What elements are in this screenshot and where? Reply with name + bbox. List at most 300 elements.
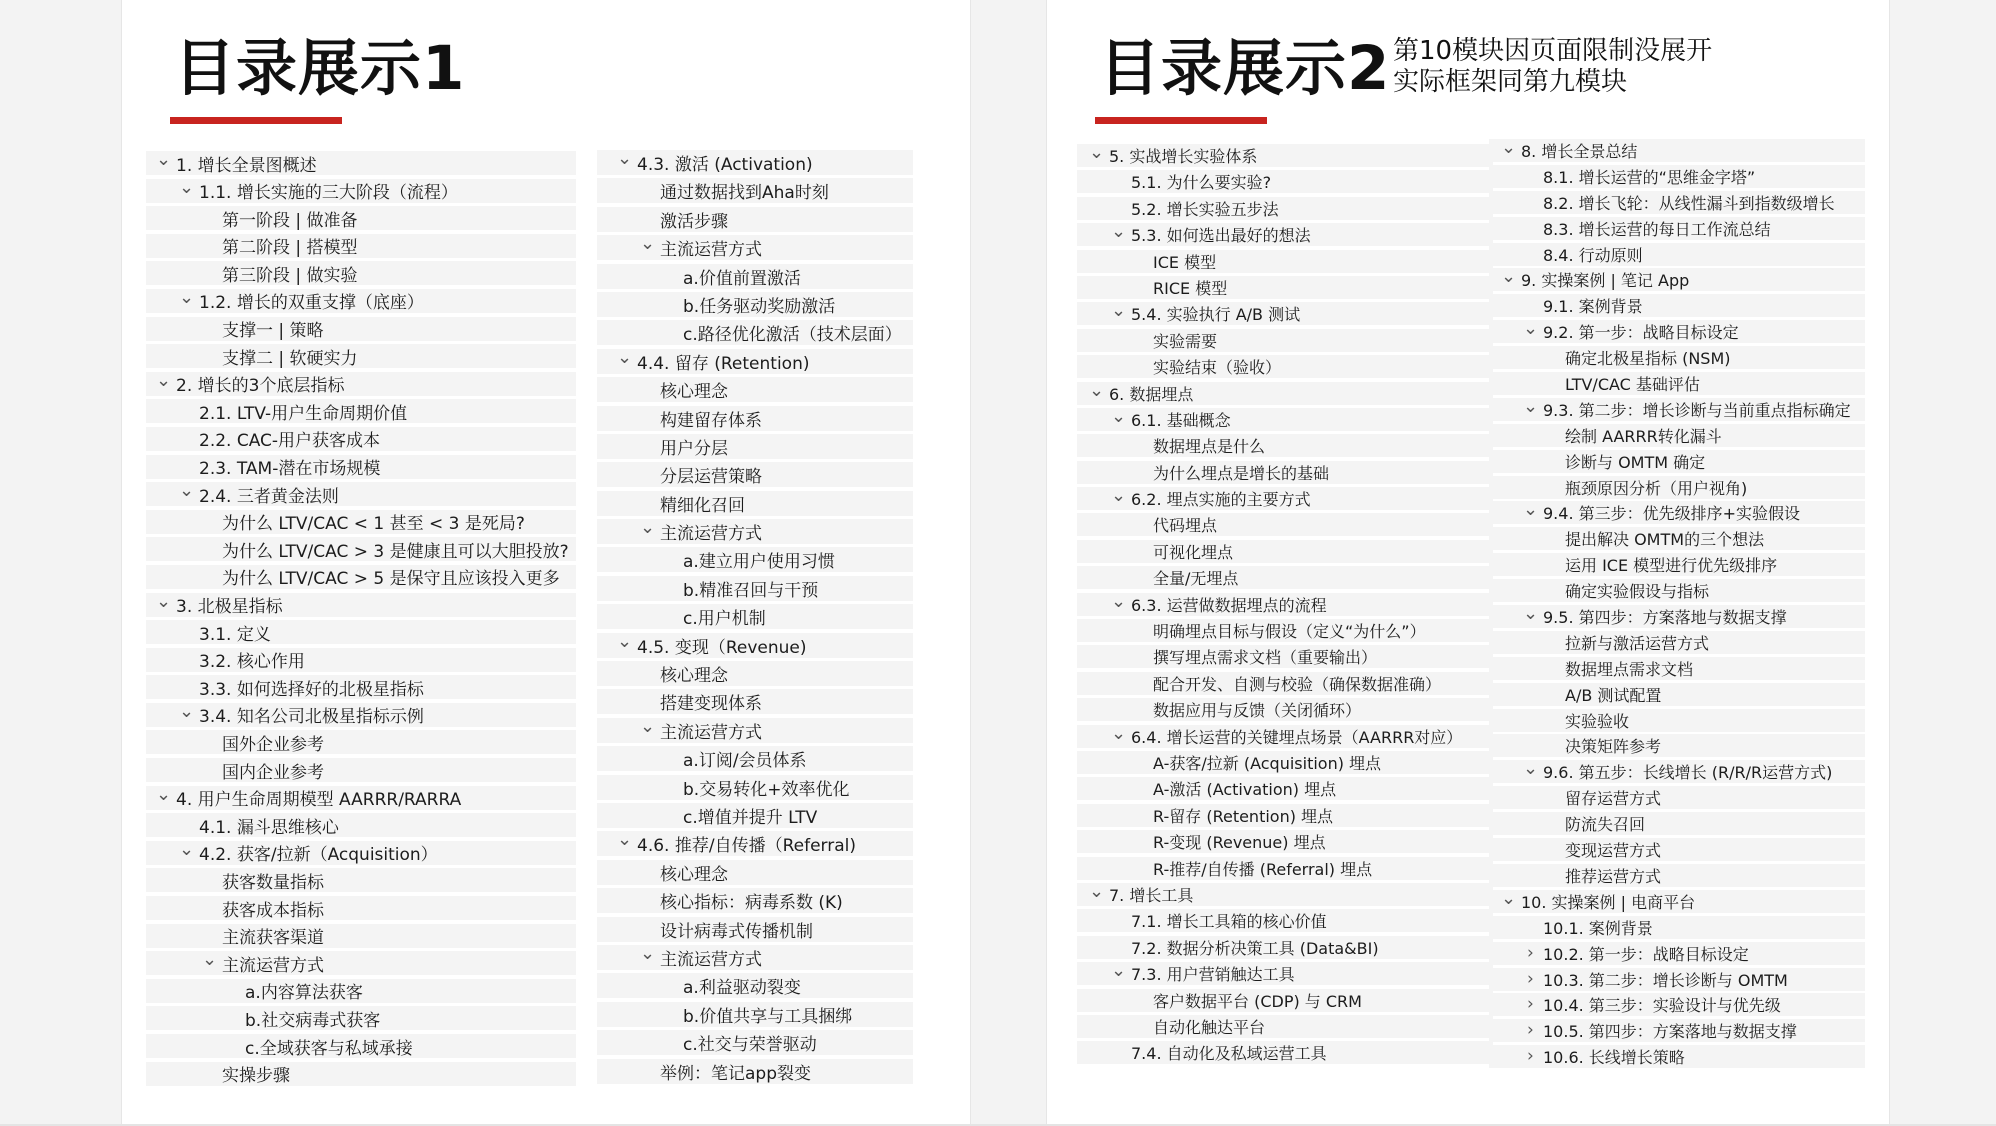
chevron-right-icon[interactable]: ›: [1527, 1020, 1534, 1041]
toc-item-label: b.精准召回与干预: [683, 580, 819, 601]
chevron-down-icon[interactable]: ⌄: [156, 151, 172, 170]
chevron-down-icon[interactable]: ⌄: [156, 371, 172, 391]
toc-item[interactable]: [597, 178, 913, 203]
toc-item[interactable]: [1077, 962, 1493, 985]
toc-item[interactable]: [1077, 645, 1493, 668]
toc-item[interactable]: [597, 235, 913, 260]
toc-item[interactable]: [146, 206, 576, 230]
toc-item-label: 主流运营方式: [222, 955, 324, 976]
toc-item[interactable]: [1077, 302, 1493, 325]
toc-item[interactable]: [146, 813, 576, 837]
toc-item-label: 用户分层: [660, 438, 728, 459]
toc-item-label: 第二阶段 | 搭模型: [222, 238, 358, 258]
toc-item[interactable]: [1489, 398, 1865, 421]
toc-item-label: 防流失召回: [1565, 815, 1646, 835]
toc-item[interactable]: [597, 207, 913, 232]
toc-item[interactable]: [597, 377, 913, 402]
toc-item[interactable]: [146, 620, 576, 644]
toc-item-label: 10.3. 第二步：增长诊断与 OMTM: [1543, 970, 1788, 990]
toc-item[interactable]: [1489, 268, 1865, 291]
page-2: [1047, 0, 1889, 1126]
toc-item-label: 主流运营方式: [660, 949, 762, 970]
toc-item[interactable]: [1489, 916, 1865, 939]
toc-item[interactable]: [146, 675, 576, 699]
toc-item[interactable]: [146, 730, 576, 754]
toc-item[interactable]: [1077, 1041, 1493, 1064]
toc-item[interactable]: [597, 718, 913, 743]
toc-item[interactable]: [597, 547, 913, 572]
chevron-down-icon[interactable]: ⌄: [640, 717, 656, 737]
chevron-down-icon[interactable]: ⌄: [1111, 724, 1127, 744]
toc-item[interactable]: [597, 860, 913, 885]
toc-item[interactable]: [1489, 579, 1865, 602]
toc-item[interactable]: [597, 689, 913, 714]
toc-item[interactable]: [597, 973, 913, 998]
chevron-down-icon[interactable]: ⌄: [1089, 882, 1105, 902]
toc-item[interactable]: [146, 234, 576, 258]
toc-item[interactable]: [1077, 566, 1493, 589]
chevron-right-icon[interactable]: ›: [1527, 968, 1534, 989]
toc-item[interactable]: [1077, 250, 1493, 273]
chevron-down-icon[interactable]: ⌄: [1089, 381, 1105, 401]
toc-item[interactable]: [1077, 382, 1493, 405]
toc-item[interactable]: [1077, 434, 1493, 457]
toc-item-label: 4.1. 漏斗思维核心: [199, 817, 339, 838]
toc-item[interactable]: [1489, 346, 1865, 369]
toc-item-label: 1.2. 增长的双重支撑（底座）: [199, 293, 424, 313]
toc-item[interactable]: [1489, 450, 1865, 473]
toc-item-label: 国外企业参考: [222, 734, 324, 755]
toc-item[interactable]: [1489, 1019, 1865, 1042]
toc-item-label: 可视化埋点: [1153, 542, 1234, 562]
chevron-down-icon[interactable]: ⌄: [179, 702, 195, 722]
chevron-down-icon[interactable]: ⌄: [1111, 592, 1127, 612]
toc-item-label: c.路径优化激活（技术层面）: [683, 325, 902, 346]
toc-item[interactable]: [597, 491, 913, 516]
toc-item-label: 获客数量指标: [222, 872, 324, 893]
toc-item[interactable]: [597, 1002, 913, 1027]
toc-item[interactable]: [1489, 424, 1865, 447]
toc-item[interactable]: [1489, 709, 1865, 732]
toc-column-left: [146, 151, 576, 1089]
toc-item[interactable]: [597, 746, 913, 771]
toc-item-label: 为什么 LTV/CAC > 3 是健康且可以大胆投放?: [222, 541, 569, 562]
toc-item-label: 主流运营方式: [660, 524, 762, 545]
toc-item[interactable]: [1077, 540, 1493, 563]
toc-item-label: 2. 增长的3个底层指标: [176, 376, 345, 396]
toc-item-label: 1. 增长全景图概述: [176, 155, 317, 175]
toc-item-label: 设计病毒式传播机制: [660, 921, 813, 942]
toc-item-label: 代码埋点: [1153, 516, 1218, 536]
toc-item-label: 7. 增长工具: [1109, 885, 1194, 905]
toc-item[interactable]: [146, 565, 576, 589]
toc-item-label: 构建留存体系: [660, 410, 762, 431]
toc-item[interactable]: [597, 349, 913, 374]
toc-item-label: 核心理念: [660, 666, 728, 687]
toc-item-label: 8.1. 增长运营的“思维金字塔”: [1543, 167, 1756, 187]
chevron-down-icon[interactable]: ⌄: [1523, 320, 1539, 340]
toc-item[interactable]: [1077, 461, 1493, 484]
toc-item-label: R-推荐/自传播 (Referral) 埋点: [1153, 859, 1373, 879]
toc-item-label: 2.2. CAC-用户获客成本: [199, 431, 381, 451]
toc-item[interactable]: [1077, 513, 1493, 536]
toc-item[interactable]: [1489, 631, 1865, 654]
toc-item[interactable]: [146, 1006, 576, 1030]
toc-item[interactable]: [1489, 942, 1865, 965]
toc-item[interactable]: [1077, 936, 1493, 959]
toc-item-label: 6. 数据埋点: [1109, 384, 1194, 404]
toc-item[interactable]: [1077, 144, 1493, 167]
toc-item[interactable]: [597, 1059, 913, 1084]
toc-item[interactable]: [1489, 838, 1865, 861]
toc-item-label: a.利益驱动裂变: [683, 978, 801, 999]
toc-item[interactable]: [1489, 657, 1865, 680]
toc-item-label: 确定北极星指标 (NSM): [1565, 349, 1731, 369]
toc-item-label: 5.3. 如何选出最好的想法: [1131, 226, 1311, 246]
chevron-down-icon[interactable]: ⌄: [617, 831, 633, 851]
toc-item-label: 4.3. 激活 (Activation): [637, 155, 813, 175]
toc-item[interactable]: [597, 917, 913, 942]
toc-item-label: 主流获客渠道: [222, 928, 324, 948]
toc-item[interactable]: [597, 1030, 913, 1055]
toc-item[interactable]: [597, 945, 913, 970]
toc-item-label: 全量/无埋点: [1153, 569, 1239, 589]
toc-item[interactable]: [1489, 501, 1865, 524]
toc-item[interactable]: [146, 979, 576, 1003]
toc-item-label: 3.4. 知名公司北极星指标示例: [199, 707, 424, 727]
toc-item-label: a.内容算法获客: [245, 983, 363, 1003]
toc-item-label: A-激活 (Activation) 埋点: [1153, 780, 1337, 800]
toc-item[interactable]: [597, 292, 913, 317]
toc-item-label: 8.4. 行动原则: [1543, 245, 1643, 265]
toc-column-right: [1489, 139, 1865, 1071]
toc-item-label: 4.2. 获客/拉新（Acquisition）: [199, 845, 438, 865]
toc-item-label: 主流运营方式: [660, 722, 762, 743]
toc-item-label: 9.4. 第三步：优先级排序+实验假设: [1543, 504, 1801, 524]
chevron-down-icon[interactable]: ⌄: [640, 519, 656, 539]
toc-item[interactable]: [1077, 830, 1493, 853]
toc-item-label: 瓶颈原因分析（用户视角): [1565, 478, 1748, 498]
toc-item[interactable]: [146, 482, 576, 506]
toc-item[interactable]: [1489, 968, 1865, 991]
toc-item-label: 明确埋点目标与假设（定义“为什么”）: [1153, 622, 1426, 642]
toc-item[interactable]: [597, 775, 913, 800]
toc-item[interactable]: [1077, 223, 1493, 246]
toc-item[interactable]: [146, 261, 576, 285]
toc-item[interactable]: [1489, 191, 1865, 214]
toc-item[interactable]: [146, 151, 576, 175]
toc-item-label: 运用 ICE 模型进行优先级排序: [1565, 556, 1778, 576]
chevron-right-icon[interactable]: ›: [1527, 994, 1534, 1015]
chevron-down-icon[interactable]: ⌄: [617, 632, 633, 652]
chevron-down-icon[interactable]: ⌄: [640, 944, 656, 964]
chevron-right-icon[interactable]: ›: [1527, 942, 1534, 963]
toc-item-label: 10.6. 长线增长策略: [1543, 1048, 1685, 1068]
toc-item-label: 拉新与激活运营方式: [1565, 633, 1710, 653]
toc-item[interactable]: [1077, 909, 1493, 932]
chevron-down-icon[interactable]: ⌄: [156, 785, 172, 805]
toc-item-label: 提出解决 OMTM的三个想法: [1565, 530, 1765, 550]
toc-item-label: 实验结束（验收）: [1153, 358, 1282, 378]
toc-item[interactable]: [1077, 857, 1493, 880]
toc-item-label: a.建立用户使用习惯: [683, 552, 835, 573]
page-title: 目录展示2: [1099, 33, 1391, 104]
toc-item-label: 核心理念: [660, 864, 728, 885]
toc-item[interactable]: [1489, 1045, 1865, 1068]
chevron-right-icon[interactable]: ›: [1527, 1046, 1534, 1067]
chevron-down-icon[interactable]: ⌄: [179, 482, 195, 502]
chevron-down-icon[interactable]: ⌄: [1523, 760, 1539, 780]
toc-item-label: 2.1. LTV-用户生命周期价值: [199, 403, 408, 424]
toc-item[interactable]: [597, 150, 913, 175]
toc-item[interactable]: [1489, 372, 1865, 395]
toc-item[interactable]: [146, 289, 576, 313]
toc-item[interactable]: [1077, 487, 1493, 510]
toc-item-label: 客户数据平台 (CDP) 与 CRM: [1153, 991, 1362, 1011]
toc-item-label: 撰写埋点需求文档（重要输出）: [1153, 648, 1378, 668]
toc-item[interactable]: [146, 399, 576, 423]
toc-item[interactable]: [1489, 165, 1865, 188]
toc-item[interactable]: [146, 510, 576, 534]
chevron-down-icon[interactable]: ⌄: [1523, 605, 1539, 625]
toc-item[interactable]: [1077, 593, 1493, 616]
toc-item-label: 第一阶段 | 做准备: [222, 210, 358, 231]
toc-item[interactable]: [146, 455, 576, 479]
chevron-down-icon[interactable]: ⌄: [1501, 268, 1517, 288]
toc-item-label: 为什么 LTV/CAC < 1 甚至 < 3 是死局?: [222, 514, 525, 534]
chevron-down-icon[interactable]: ⌄: [1501, 139, 1517, 158]
toc-item[interactable]: [597, 434, 913, 459]
toc-item[interactable]: [1489, 294, 1865, 317]
toc-item-label: c.增值并提升 LTV: [683, 807, 818, 828]
toc-item[interactable]: [597, 831, 913, 856]
chevron-down-icon[interactable]: ⌄: [1111, 962, 1127, 982]
toc-item-label: 实验需要: [1153, 331, 1218, 351]
toc-item[interactable]: [1489, 605, 1865, 628]
toc-item[interactable]: [1489, 683, 1865, 706]
toc-item-label: 2.4. 三者黄金法则: [199, 486, 339, 507]
toc-item[interactable]: [597, 320, 913, 345]
toc-item-label: 绘制 AARRR转化漏斗: [1565, 426, 1722, 446]
toc-item-label: 8.2. 增长飞轮：从线性漏斗到指数级增长: [1543, 193, 1835, 213]
toc-item-label: c.用户机制: [683, 609, 766, 630]
toc-item-label: b.价值共享与工具捆绑: [683, 1006, 853, 1027]
toc-item-label: b.交易转化+效率优化: [683, 779, 850, 800]
toc-item-label: 5.2. 增长实验五步法: [1131, 199, 1279, 219]
toc-item[interactable]: [146, 758, 576, 782]
toc-item[interactable]: [146, 841, 576, 865]
toc-item[interactable]: [146, 1062, 576, 1086]
toc-item[interactable]: [1489, 864, 1865, 887]
toc-item-label: 5.1. 为什么要实验?: [1131, 173, 1272, 193]
toc-item-label: c.社交与荣誉驱动: [683, 1035, 817, 1056]
toc-item[interactable]: [597, 888, 913, 913]
toc-item[interactable]: [1077, 619, 1493, 642]
toc-item-label: b.社交病毒式获客: [245, 1010, 381, 1031]
chevron-down-icon[interactable]: ⌄: [1501, 889, 1517, 909]
toc-item[interactable]: [1077, 698, 1493, 721]
toc-item[interactable]: [597, 406, 913, 431]
toc-item-label: 4. 用户生命周期模型 AARRR/RARRA: [176, 790, 462, 810]
toc-item[interactable]: [146, 868, 576, 892]
toc-item-label: 为什么 LTV/CAC > 5 是保守且应该投入更多: [222, 569, 560, 589]
toc-item-label: 国内企业参考: [222, 762, 324, 783]
chevron-down-icon[interactable]: ⌄: [202, 951, 218, 971]
toc-item-label: 实操步骤: [222, 1066, 290, 1086]
toc-item[interactable]: [146, 648, 576, 672]
toc-item[interactable]: [1077, 672, 1493, 695]
toc-item-label: 4.5. 变现（Revenue): [637, 637, 807, 658]
toc-item-label: 数据应用与反馈（关闭循环）: [1153, 701, 1362, 721]
toc-item-label: 变现运营方式: [1565, 841, 1662, 861]
toc-item[interactable]: [1489, 217, 1865, 240]
chevron-down-icon[interactable]: ⌄: [1089, 144, 1105, 163]
chevron-down-icon[interactable]: ⌄: [1111, 302, 1127, 322]
chevron-down-icon[interactable]: ⌄: [179, 288, 195, 308]
toc-item-label: 10.5. 第四步：方案落地与数据支撑: [1543, 1022, 1797, 1042]
toc-item[interactable]: [1077, 777, 1493, 800]
toc-item[interactable]: [1489, 139, 1865, 162]
toc-item[interactable]: [1489, 786, 1865, 809]
toc-item-label: 3.1. 定义: [199, 624, 271, 645]
toc-item-label: 分层运营策略: [660, 467, 762, 488]
toc-item-label: R-留存 (Retention) 埋点: [1153, 806, 1334, 826]
chevron-down-icon[interactable]: ⌄: [156, 592, 172, 612]
toc-item[interactable]: [146, 317, 576, 341]
chevron-down-icon[interactable]: ⌄: [617, 150, 633, 169]
toc-item[interactable]: [146, 1034, 576, 1058]
toc-item[interactable]: [146, 179, 576, 203]
toc-item[interactable]: [1489, 993, 1865, 1016]
toc-item-label: 3.2. 核心作用: [199, 652, 305, 672]
toc-item[interactable]: [1077, 408, 1493, 431]
toc-item[interactable]: [146, 344, 576, 368]
chevron-down-icon[interactable]: ⌄: [640, 235, 656, 255]
toc-item[interactable]: [1489, 553, 1865, 576]
toc-item[interactable]: [146, 703, 576, 727]
toc-item-label: 搭建变现体系: [660, 694, 762, 715]
toc-item[interactable]: [1077, 276, 1493, 299]
toc-item-label: 1.1. 增长实施的三大阶段（流程）: [199, 183, 458, 203]
toc-item-label: 支撑二 | 软硬实力: [222, 348, 358, 369]
toc-item[interactable]: [146, 537, 576, 561]
toc-item[interactable]: [1077, 883, 1493, 906]
toc-item-label: 8.3. 增长运营的每日工作流总结: [1543, 219, 1771, 239]
chevron-down-icon[interactable]: ⌄: [179, 840, 195, 860]
toc-item[interactable]: [597, 803, 913, 828]
toc-item[interactable]: [1077, 1015, 1493, 1038]
toc-item-label: 7.3. 用户营销触达工具: [1131, 965, 1295, 985]
toc-item[interactable]: [1489, 320, 1865, 343]
toc-item[interactable]: [146, 896, 576, 920]
toc-item-label: A-获客/拉新 (Acquisition) 埋点: [1153, 753, 1382, 773]
toc-item-label: 10.4. 第三步：实验设计与优先级: [1543, 996, 1781, 1016]
toc-item-label: a.订阅/会员体系: [683, 751, 807, 772]
toc-item[interactable]: [1077, 170, 1493, 193]
toc-item[interactable]: [597, 633, 913, 658]
page-1: [122, 0, 970, 1126]
toc-item-label: 数据埋点需求文档: [1565, 659, 1694, 679]
chevron-down-icon[interactable]: ⌄: [1523, 397, 1539, 417]
toc-item-label: 为什么埋点是增长的基础: [1153, 463, 1330, 483]
toc-item[interactable]: [1077, 329, 1493, 352]
toc-item-label: 主流运营方式: [660, 240, 762, 261]
toc-item-label: 留存运营方式: [1565, 789, 1662, 809]
toc-item-label: 诊断与 OMTM 确定: [1565, 452, 1706, 472]
toc-item[interactable]: [1077, 197, 1493, 220]
toc-item-label: 8. 增长全景总结: [1521, 142, 1638, 161]
toc-item[interactable]: [597, 264, 913, 289]
chevron-down-icon[interactable]: ⌄: [1523, 501, 1539, 521]
toc-item-label: 9.2. 第一步：战略目标设定: [1543, 323, 1739, 343]
toc-item-label: 精细化召回: [660, 495, 745, 516]
toc-item[interactable]: [597, 661, 913, 686]
toc-item[interactable]: [1077, 725, 1493, 748]
toc-item-label: b.任务驱动奖励激活: [683, 296, 836, 317]
toc-item[interactable]: [597, 519, 913, 544]
toc-item[interactable]: [1077, 355, 1493, 378]
toc-item[interactable]: [1077, 989, 1493, 1012]
toc-item-label: 4.4. 留存 (Retention): [637, 353, 810, 374]
toc-item-label: 3. 北极星指标: [176, 597, 283, 617]
chevron-down-icon[interactable]: ⌄: [179, 178, 195, 198]
toc-item-label: 通过数据找到Aha时刻: [660, 183, 829, 204]
toc-item[interactable]: [1489, 890, 1865, 913]
toc-item[interactable]: [1489, 476, 1865, 499]
chevron-down-icon[interactable]: ⌄: [1111, 223, 1127, 243]
page-subtitle-line-2: 实际框架同第九模块: [1393, 67, 1628, 97]
toc-item-label: 自动化触达平台: [1153, 1017, 1266, 1037]
toc-item[interactable]: [1489, 812, 1865, 835]
toc-item-label: c.全域获客与私域承接: [245, 1038, 413, 1058]
toc-item-label: 核心理念: [660, 382, 728, 403]
toc-item-label: 9.3. 第二步：增长诊断与当前重点指标确定: [1543, 400, 1851, 420]
toc-item-label: 10.1. 案例背景: [1543, 918, 1653, 938]
toc-item[interactable]: [146, 786, 576, 810]
toc-item[interactable]: [146, 593, 576, 617]
toc-item-label: 5.4. 实验执行 A/B 测试: [1131, 305, 1301, 325]
toc-item-label: 6.3. 运营做数据埋点的流程: [1131, 595, 1327, 615]
toc-item[interactable]: [146, 924, 576, 948]
toc-item-label: 2.3. TAM-潜在市场规模: [199, 459, 381, 479]
toc-item-label: 核心指标：病毒系数 (K): [660, 893, 843, 914]
toc-item[interactable]: [1489, 760, 1865, 783]
toc-item-label: R-变现 (Revenue) 埋点: [1153, 833, 1326, 853]
title-underline: [170, 117, 342, 124]
toc-item-label: 9.6. 第五步：长线增长 (R/R/R运营方式): [1543, 763, 1833, 783]
toc-item[interactable]: [1077, 804, 1493, 827]
toc-item[interactable]: [1077, 751, 1493, 774]
toc-item[interactable]: [597, 604, 913, 629]
toc-item[interactable]: [1489, 243, 1865, 266]
toc-item[interactable]: [146, 951, 576, 975]
toc-item-label: 推荐运营方式: [1565, 866, 1662, 886]
page-subtitle-line-1: 第10模块因页面限制没展开: [1393, 36, 1713, 66]
chevron-down-icon[interactable]: ⌄: [617, 348, 633, 368]
chevron-down-icon[interactable]: ⌄: [1111, 407, 1127, 427]
toc-item-label: 6.1. 基础概念: [1131, 410, 1231, 430]
toc-item[interactable]: [597, 576, 913, 601]
toc-item[interactable]: [1489, 734, 1865, 757]
toc-item-label: 3.3. 如何选择好的北极星指标: [199, 679, 424, 700]
toc-item[interactable]: [146, 372, 576, 396]
toc-item-label: A/B 测试配置: [1565, 685, 1662, 705]
chevron-down-icon[interactable]: ⌄: [1111, 487, 1127, 507]
toc-item-label: 支撑一 | 策略: [222, 321, 324, 341]
toc-item[interactable]: [1489, 527, 1865, 550]
toc-item[interactable]: [146, 427, 576, 451]
toc-item[interactable]: [597, 462, 913, 487]
